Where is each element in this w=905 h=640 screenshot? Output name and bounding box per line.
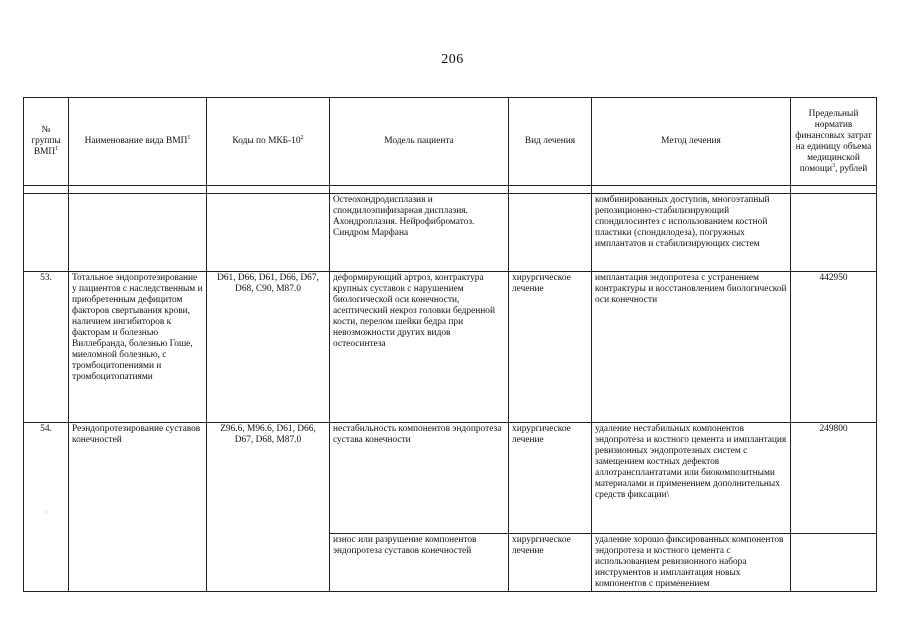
table-row bbox=[24, 423, 877, 534]
header-vmp-name: Наименование вида ВМП$^1$ bbox=[69, 98, 207, 186]
treatment-type-cell: хирургическое лечение bbox=[509, 272, 592, 423]
treatment-type-cell: хирургическое лечение bbox=[509, 534, 592, 592]
cost-cell: 249800 bbox=[791, 423, 877, 534]
table-row bbox=[24, 534, 877, 592]
mkb-codes-cell: D61, D66, D61, D66, D67, D68, C90, M87.0 bbox=[207, 272, 330, 423]
header-cost-norm: Предельный норматив финансовых затрат на единицу объема медицинской помощи$^3$, рублей bbox=[791, 98, 877, 186]
vmp-name-cell: Реэндопротезирование суставов конечностей bbox=[69, 423, 207, 534]
table-row-continuation bbox=[24, 194, 877, 272]
method-cell: удаление хорошо фиксированных компонентов эндопротеза и костного цемента с использованием ревизионного набора инструментов и имплантация новых компонентов с применением bbox=[592, 534, 791, 592]
group-number-cell: 53. bbox=[24, 272, 69, 423]
patient-model-cell: Остеохондродисплазия и спондилоэпифизарная дисплазия. Ахондроплазия. Нейрофиброматоз. Синдром Марфана bbox=[330, 194, 509, 272]
header-treatment-method: Метод лечения bbox=[592, 98, 791, 186]
treatment-type-cell: хирургическое лечение bbox=[509, 423, 592, 534]
spacer-row bbox=[24, 186, 877, 194]
group-number-cell: 54. · bbox=[24, 423, 69, 534]
method-cell: удаление нестабильных компонентов эндопротеза и костного цемента и имплантация ревизионных эндопротезных систем с замещением костных дефектов аллотрансплантатами или биокомпозитными материалами и применением дополнительных средств фиксации\ bbox=[592, 423, 791, 534]
header-mkb-codes: Коды по МКБ-$10^2$ bbox=[207, 98, 330, 186]
page-number: 206 bbox=[441, 52, 464, 67]
header-treatment-type: Вид лечения bbox=[509, 98, 592, 186]
vmp-name-cell: Тотальное эндопротезирование у пациентов с наследственным и приобретенным дефицитом факторов свертывания крови, наличием ингибиторов к факторам и болезнью Виллебранда, болезнью Гоше, миеломной болезнью, с тромбоцитопениями и тромбоцитопатиями bbox=[69, 272, 207, 423]
header-row bbox=[24, 98, 877, 186]
patient-model-cell: нестабильность компонентов эндопротеза сустава конечности bbox=[330, 423, 509, 534]
header-patient-model: Модель пациента bbox=[330, 98, 509, 186]
vmp-table bbox=[23, 97, 877, 592]
patient-model-cell: деформирующий артроз, контрактура крупных суставов с нарушением биологической оси конечности, асептический некроз головки бедренной кости, перелом шейки бедра при невозможности других видов остеосинтеза bbox=[330, 272, 509, 423]
method-cell: комбинированных доступов, многоэтапный репозиционно-стабилизирующий спондилосинтез с использованием костной пластики (спондилодеза), погружных имплантатов и стабилизирующих систем bbox=[592, 194, 791, 272]
mkb-codes-cell: Z96.6, M96.6, D61, D66, D67, D68, M87.0 bbox=[207, 423, 330, 534]
cost-cell: 442950 bbox=[791, 272, 877, 423]
stray-mark: · bbox=[44, 508, 48, 517]
table-row bbox=[24, 272, 877, 423]
header-group-no: № группы ВМП$^1$ bbox=[24, 98, 69, 186]
patient-model-cell: износ или разрушение компонентов эндопротеза суставов конечностей bbox=[330, 534, 509, 592]
method-cell: имплантация эндопротеза с устранением контрактуры и восстановлением биологической оси конечности bbox=[592, 272, 791, 423]
